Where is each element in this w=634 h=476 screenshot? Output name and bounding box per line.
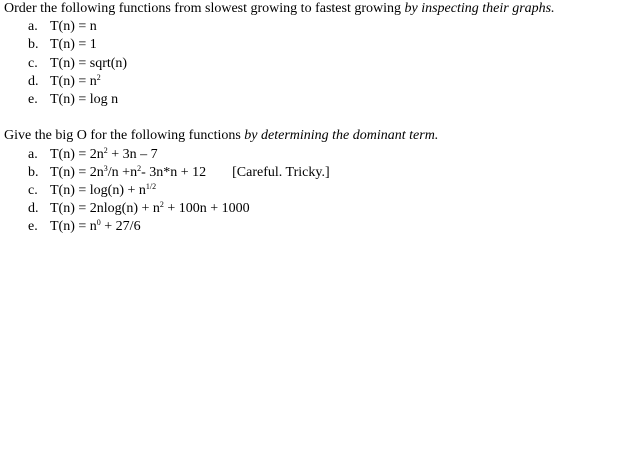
list-marker: b.	[28, 37, 39, 52]
section2-item-b	[28, 164, 330, 182]
list-marker: c.	[28, 56, 38, 71]
section2-item-a	[28, 146, 158, 164]
section2-item-c	[28, 182, 156, 200]
function-expression: T(n) = n	[50, 74, 97, 89]
list-marker: b.	[28, 165, 39, 180]
function-expression: T(n) = 1	[50, 37, 97, 52]
exponent: 0	[96, 218, 101, 227]
section1-heading-emphasis: by inspecting their graphs.	[404, 1, 555, 16]
function-expression-part: - 3n*n + 12	[141, 165, 207, 180]
function-expression: T(n) = n	[50, 219, 97, 234]
function-expression: T(n) = n	[50, 19, 97, 34]
function-expression: T(n) = log n	[50, 92, 119, 107]
function-expression-rest: + 3n – 7	[107, 147, 158, 162]
careful-note: [Careful. Tricky.]	[232, 165, 330, 180]
list-marker: d.	[28, 201, 39, 216]
section2-item-d	[28, 200, 250, 218]
function-expression-rest: + 100n + 1000	[163, 201, 250, 216]
exponent: 1/2	[145, 182, 157, 191]
section2-item-e	[28, 218, 141, 236]
section2-heading	[4, 127, 438, 145]
section1-item-c	[28, 55, 127, 73]
list-marker: e.	[28, 92, 38, 107]
section1-item-e	[28, 91, 118, 109]
section1-heading	[4, 0, 555, 18]
list-marker: d.	[28, 74, 39, 89]
list-marker: e.	[28, 219, 38, 234]
function-expression: T(n) = 2nlog(n) + n	[50, 201, 160, 216]
function-expression: T(n) = log(n) + n	[50, 183, 146, 198]
function-expression: T(n) = sqrt(n)	[50, 56, 128, 71]
section1-item-a	[28, 18, 97, 36]
function-expression: T(n) = 2n	[50, 165, 104, 180]
exponent: 2	[96, 73, 101, 82]
list-marker: a.	[28, 147, 38, 162]
section1-heading-text: Order the following functions from slowest growing to fastest growing	[4, 1, 405, 16]
section1-item-b	[28, 36, 97, 54]
function-expression-part: /n +n	[107, 165, 138, 180]
exponent: 2	[137, 164, 142, 173]
list-marker: c.	[28, 183, 38, 198]
list-marker: a.	[28, 19, 38, 34]
exponent: 2	[159, 200, 164, 209]
function-expression: T(n) = 2n	[50, 147, 104, 162]
exponent: 2	[103, 146, 108, 155]
section2-heading-emphasis: by determining the dominant term.	[244, 128, 439, 143]
section2-heading-text: Give the big O for the following functions	[4, 128, 245, 143]
section1-item-d	[28, 73, 101, 91]
function-expression-rest: + 27/6	[100, 219, 141, 234]
exponent: 3	[103, 164, 108, 173]
